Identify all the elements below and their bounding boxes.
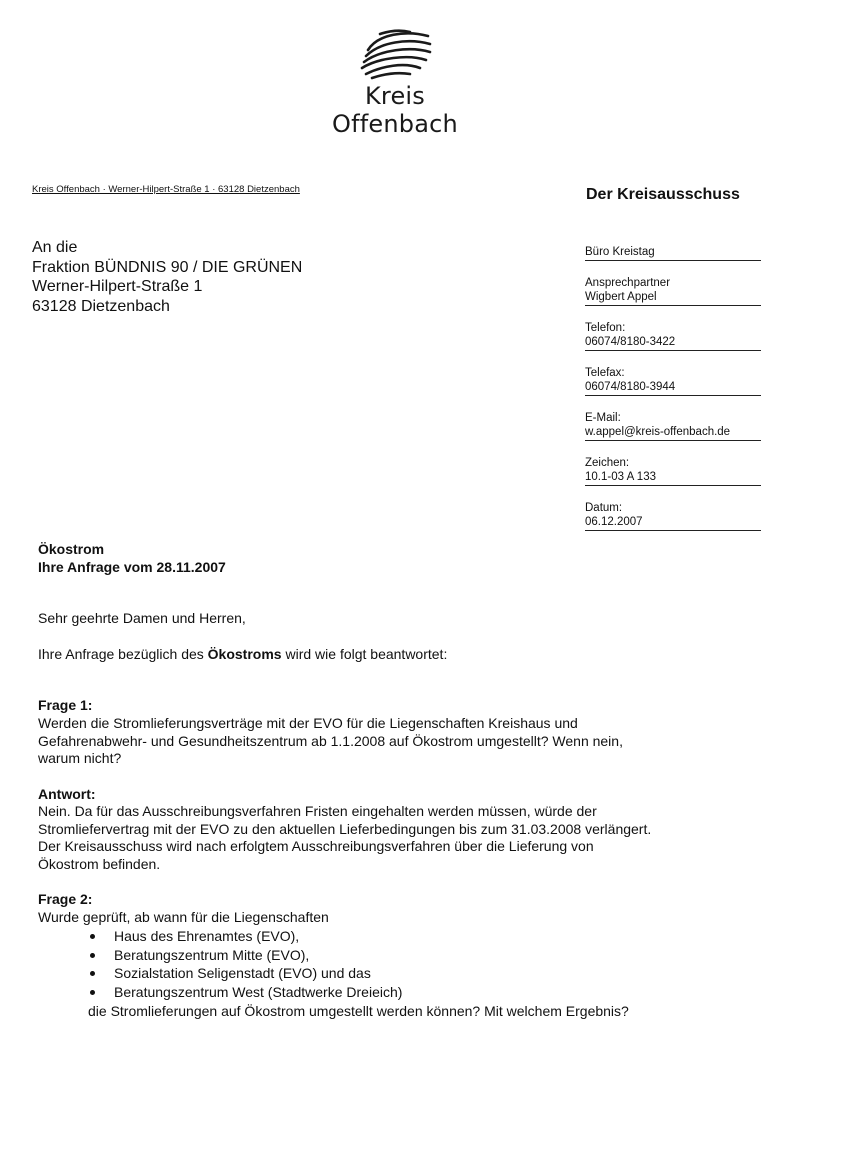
reference-label: Zeichen: [585,457,630,469]
recipient-line: An die [32,239,78,256]
subject-reference: Ihre Anfrage vom 28.11.2007 [38,559,226,575]
list-item-text: Haus des Ehrenamtes (EVO), [114,928,300,944]
fax-value: 06074/8180-3944 [585,380,761,396]
salutation: Sehr geehrte Damen und Herren, [38,610,246,626]
contact-value: Wigbert Appel [585,290,761,306]
bullet-icon [90,971,95,976]
phone-label: Telefon: [585,322,626,334]
bullet-icon [90,953,95,958]
email-value: w.appel@kreis-offenbach.de [585,425,761,441]
date-value: 06.12.2007 [585,515,761,531]
question-2-closing: die Stromlieferungen auf Ökostrom umgestellt werden können? Mit welchem Ergebnis? [88,1003,629,1019]
fax-field [585,366,761,396]
text-line: Der Kreisausschuss wird nach erfolgtem Ausschreibungsverfahren über die Lieferung von [38,838,594,855]
reference-field [585,456,761,486]
list-item-text: Beratungszentrum Mitte (EVO), [114,946,310,963]
org-title: Der Kreisausschuss [586,186,740,203]
intro-text-end: wird wie folgt beantwortet: [281,646,448,662]
list-item-text: Beratungszentrum West (Stadtwerke Dreieich) [114,983,403,1000]
property-list [88,927,402,1001]
intro-emphasis: Ökostroms [207,646,282,662]
answer-text [38,803,738,873]
office-value: Büro Kreistag [585,245,761,261]
contact-field [585,276,761,306]
logo-text: Kreis Offenbach [332,82,458,138]
fax-label: Telefax: [585,367,625,379]
reference-value: 10.1-03 A 133 [585,470,761,486]
logo-icon [358,28,434,82]
list-item-text: Sozialstation Seligenstadt (EVO) und das [114,965,371,981]
recipient-line: 63128 Dietzenbach [32,297,170,315]
list-item [88,946,402,965]
answer-label: Antwort: [38,786,96,802]
text-line: Werden die Stromlieferungsverträge mit der EVO für die Liegenschaften Kreishaus und [38,715,578,731]
recipient-address [32,238,302,316]
contact-label: Ansprechpartner [585,277,671,289]
recipient-line: Fraktion BÜNDNIS 90 / DIE GRÜNEN [32,258,303,276]
email-label: E-Mail: [585,412,621,424]
intro-paragraph [38,646,447,664]
date-label: Datum: [585,502,623,514]
question-2-label: Frage 2: [38,891,93,907]
text-line: warum nicht? [38,750,122,767]
office-field [585,245,761,261]
text-line: Gefahrenabwehr- und Gesundheitszentrum ab 1.1.2008 auf Ökostrom umgestellt? Wenn nein, [38,732,623,749]
subject [38,540,226,576]
intro-text: Ihre Anfrage bezüglich des [38,646,208,662]
subject-title: Ökostrom [38,541,105,557]
list-item [88,964,402,983]
bullet-icon [90,934,95,939]
email-field [585,411,761,441]
list-item [88,927,402,946]
text-line: Ökostrom befinden. [38,855,161,872]
recipient-line: Werner-Hilpert-Straße 1 [32,278,203,295]
question-1-label: Frage 1: [38,697,93,713]
question-2-text: Wurde geprüft, ab wann für die Liegenschaften [38,909,329,925]
date-field [585,501,761,531]
sender-address-line: Kreis Offenbach · Werner-Hilpert-Straße 1 · 63128 Dietzenbach [32,184,300,195]
phone-field [585,321,761,351]
question-1-text [38,715,718,768]
text-line: Nein. Da für das Ausschreibungsverfahren Fristen eingehalten werden müssen, würde der [38,803,597,819]
bullet-icon [90,990,95,995]
phone-value: 06074/8180-3422 [585,335,761,351]
text-line: Stromliefervertrag mit der EVO zu den aktuellen Lieferbedingungen bis zum 31.03.2008 verlängert. [38,820,652,837]
list-item [88,983,402,1002]
contact-info-block [585,245,761,531]
